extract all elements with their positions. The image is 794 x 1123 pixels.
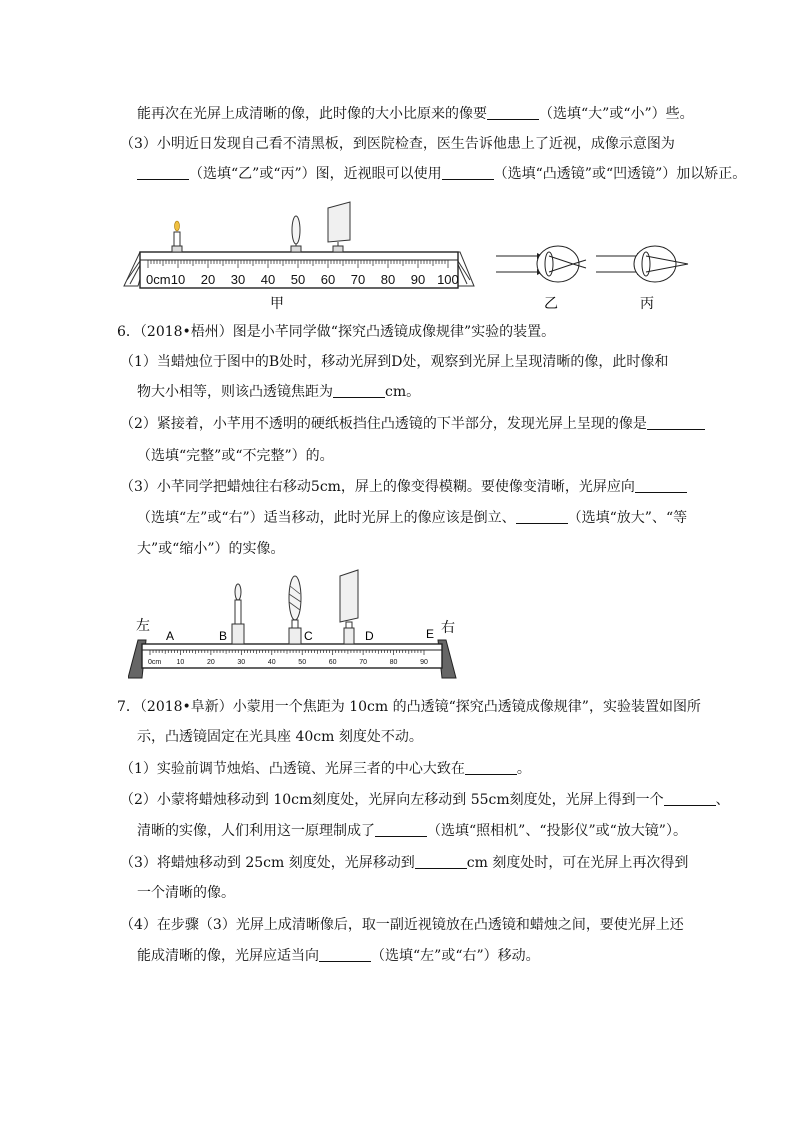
text-line bbox=[137, 727, 423, 747]
text: （1）当蜡烛位于图中的B处时，移动光屏到D处，观察到光屏上呈现清晰的像，此时像和 bbox=[120, 354, 669, 370]
point-a: A bbox=[166, 629, 175, 643]
ruler-label: 40 bbox=[267, 659, 276, 666]
candle bbox=[172, 221, 182, 252]
text-line bbox=[120, 352, 668, 372]
ruler-label: 30 bbox=[237, 659, 246, 666]
question-7 bbox=[117, 697, 701, 717]
text-line bbox=[137, 164, 746, 184]
ruler-label: 90 bbox=[410, 272, 426, 287]
text: （3）将蜡烛移动到 25cm 刻度处，光屏移动到 bbox=[120, 855, 415, 871]
text: （3）小芊同学把蜡烛往右移动5cm，屏上的像变得模糊。要使像变清晰，光屏应向 bbox=[120, 479, 635, 495]
text: cm 刻度处时，可在光屏上再次得到 bbox=[466, 855, 689, 871]
text: （3）小明近日发现自己看不清黑板，到医院检查，医生告诉他患上了近视，成像示意图为 bbox=[120, 136, 675, 152]
answer-blank[interactable] bbox=[137, 165, 189, 180]
point-d: D bbox=[365, 629, 374, 643]
text: （选填“凸透镜”或“凹透镜”）加以矫正。 bbox=[493, 166, 747, 182]
text: （选填“大”或“小”）些。 bbox=[539, 106, 694, 122]
text: 物大小相等，则该凸透镜焦距为 bbox=[137, 384, 333, 400]
text-line bbox=[120, 790, 730, 810]
answer-blank[interactable] bbox=[635, 478, 687, 493]
text-line bbox=[137, 508, 687, 528]
text: （选填“左”或“右”）移动。 bbox=[371, 948, 540, 964]
ruler-label: 30 bbox=[230, 272, 246, 287]
text: （选填“照相机”、“投影仪”或“放大镜”）。 bbox=[427, 823, 687, 839]
ruler-label: 70 bbox=[359, 659, 367, 666]
text-line bbox=[137, 539, 284, 559]
convex-lens bbox=[291, 216, 301, 252]
text: 能再次在光屏上成清晰的像，此时像的大小比原来的像要 bbox=[137, 106, 487, 122]
caption-bing: 丙 bbox=[640, 295, 654, 311]
text: （选填“左”或“右”）适当移动，此时光屏上的像应该是倒立、 bbox=[137, 510, 516, 526]
ruler-label: 20 bbox=[200, 272, 216, 287]
text-line bbox=[137, 382, 420, 402]
text-line bbox=[137, 821, 687, 841]
caption-yi: 乙 bbox=[544, 295, 558, 311]
text: 大”或“缩小”）的实像。 bbox=[137, 541, 285, 557]
text-line bbox=[137, 883, 235, 903]
eye-diagram-bing bbox=[596, 246, 688, 311]
text: 、 bbox=[715, 792, 730, 808]
ruler-label: 10 bbox=[176, 659, 185, 666]
text: （4）在步骤（3）光屏上成清晰像后，取一副近视镜放在凸透镜和蜡烛之间，要使光屏上还 bbox=[120, 917, 684, 933]
ruler-label: 60 bbox=[320, 272, 336, 287]
ruler-label: 80 bbox=[380, 272, 396, 287]
text: （选填“乙”或“丙”）图，近视眼可以使用 bbox=[189, 166, 442, 182]
convex-lens bbox=[289, 576, 301, 644]
text: （选填“完整”或“不完整”）的。 bbox=[137, 448, 334, 464]
answer-blank[interactable] bbox=[664, 791, 716, 806]
eye-diagram-yi bbox=[496, 246, 586, 311]
ruler-label: 10 bbox=[170, 272, 186, 287]
answer-blank[interactable] bbox=[516, 509, 568, 524]
ruler-label: 70 bbox=[350, 272, 366, 287]
text: 6．（2018•梧州）图是小芊同学做“探究凸透镜成像规律”实验的装置。 bbox=[117, 324, 556, 340]
text-line bbox=[120, 134, 675, 154]
text: cm。 bbox=[385, 384, 421, 400]
ruler-label: 0cm bbox=[146, 272, 171, 287]
text-line bbox=[137, 946, 540, 966]
text: 清晰的实像，人们利用这一原理制成了 bbox=[137, 823, 375, 839]
ruler-label: 60 bbox=[328, 659, 337, 666]
text-line bbox=[120, 414, 705, 434]
text-line bbox=[120, 477, 687, 497]
point-b: B bbox=[219, 629, 228, 643]
ruler-label: 40 bbox=[260, 272, 276, 287]
light-screen bbox=[328, 202, 350, 252]
point-c: C bbox=[304, 629, 313, 643]
answer-blank[interactable] bbox=[442, 165, 494, 180]
ruler-label: 20 bbox=[206, 659, 215, 666]
text: （1）实验前调节烛焰、凸透镜、光屏三者的中心大致在 bbox=[120, 761, 465, 777]
text: 。 bbox=[516, 761, 531, 777]
ruler-label: 50 bbox=[290, 272, 306, 287]
text-line bbox=[120, 853, 688, 873]
caption-jia: 甲 bbox=[270, 295, 284, 311]
ruler-label: 50 bbox=[298, 659, 307, 666]
text: 能成清晰的像，光屏应适当向 bbox=[137, 948, 319, 964]
text-line bbox=[120, 915, 684, 935]
text-line bbox=[137, 446, 334, 466]
text-line bbox=[120, 759, 531, 779]
optical-bench-figure-2 bbox=[128, 568, 468, 680]
text: （选填“放大”、“等 bbox=[567, 510, 688, 526]
candle bbox=[232, 584, 244, 644]
answer-blank[interactable] bbox=[465, 760, 517, 775]
light-screen bbox=[340, 570, 358, 644]
answer-blank[interactable] bbox=[647, 415, 705, 430]
point-e: E bbox=[426, 627, 435, 641]
label-left: 左 bbox=[136, 617, 150, 633]
text: 7．（2018•阜新）小蒙用一个焦距为 10cm 的凸透镜“探究凸透镜成像规律”，实验装置如图所 bbox=[117, 699, 701, 715]
text: 示，凸透镜固定在光具座 40cm 刻度处不动。 bbox=[137, 729, 423, 745]
text: 一个清晰的像。 bbox=[137, 885, 235, 901]
optical-bench-figure-1 bbox=[118, 200, 708, 320]
answer-blank[interactable] bbox=[487, 105, 539, 120]
label-right: 右 bbox=[441, 619, 455, 635]
text: （2）紧接着，小芊用不透明的硬纸板挡住凸透镜的下半部分，发现光屏上呈现的像是 bbox=[120, 416, 647, 432]
ruler-label: 90 bbox=[420, 659, 428, 666]
ruler-label: 100 bbox=[437, 272, 459, 287]
ruler-label: 80 bbox=[389, 659, 398, 666]
answer-blank[interactable] bbox=[375, 822, 427, 837]
text: （2）小蒙将蜡烛移动到 10cm刻度处，光屏向左移动到 55cm刻度处，光屏上得到一个 bbox=[120, 792, 664, 808]
text-line bbox=[137, 104, 694, 124]
answer-blank[interactable] bbox=[333, 383, 385, 398]
ruler-label: 0cm bbox=[148, 659, 162, 666]
question-6 bbox=[117, 322, 555, 342]
answer-blank[interactable] bbox=[415, 854, 467, 869]
answer-blank[interactable] bbox=[319, 947, 371, 962]
